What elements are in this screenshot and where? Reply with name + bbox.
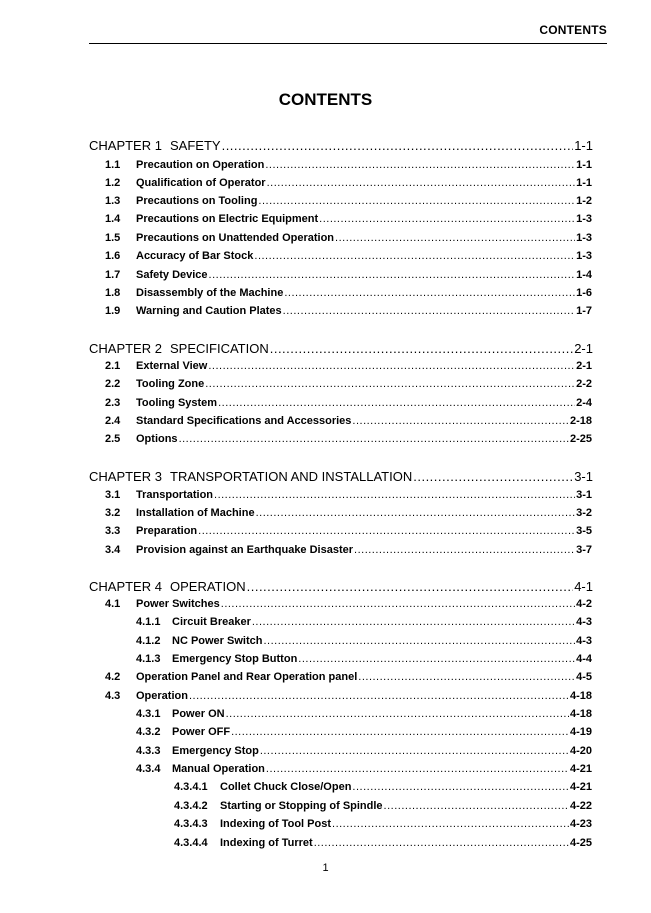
toc-entry-number: 4.3.4 — [136, 763, 161, 775]
toc-dot-leader — [352, 780, 569, 794]
toc-entry — [0, 707, 651, 721]
toc-entry — [0, 231, 651, 245]
toc-entry — [0, 377, 651, 391]
toc-entry-page: 1-1 — [576, 177, 592, 189]
toc-dot-leader — [354, 543, 575, 557]
toc-entry — [0, 725, 651, 739]
toc-dot-leader — [413, 469, 573, 485]
toc-entry — [0, 780, 651, 794]
toc-entry-page: 3-7 — [576, 544, 592, 556]
toc-entry-title: Precautions on Electric Equipment — [136, 213, 319, 225]
toc-entry-title: Qualification of Operator — [136, 177, 266, 189]
toc-entry-title: Safety Device — [136, 269, 208, 281]
toc-entry-number: 2.1 — [105, 360, 121, 372]
toc-dot-leader — [254, 249, 575, 263]
toc-entry — [0, 615, 651, 629]
toc-entry-number: CHAPTER 4 — [89, 579, 162, 594]
toc-entry-number: 4.3.4.1 — [174, 781, 208, 793]
toc-entry — [0, 836, 651, 850]
toc-entry-page: 4-18 — [569, 708, 592, 720]
toc-entry-title: Preparation — [136, 525, 198, 537]
toc-entry-title: Precaution on Operation — [136, 159, 265, 171]
toc-entry-title: Starting or Stopping of Spindle — [220, 800, 383, 812]
toc-entry-number: 1.7 — [105, 269, 121, 281]
toc-entry — [0, 359, 651, 373]
toc-entry-number: 4.3.1 — [136, 708, 161, 720]
toc-entry-title: Indexing of Tool Post — [220, 818, 332, 830]
toc-dot-leader — [198, 524, 575, 538]
toc-dot-leader — [247, 579, 574, 595]
toc-entry — [0, 543, 651, 557]
toc-dot-leader — [319, 212, 575, 226]
page-number: 1 — [322, 862, 329, 874]
toc-entry-title: Power Switches — [136, 598, 220, 610]
toc-dot-leader — [214, 488, 575, 502]
toc-entry — [0, 634, 651, 648]
toc-entry-title: Precautions on Unattended Operation — [136, 232, 335, 244]
toc-entry-title: Accuracy of Bar Stock — [136, 250, 254, 262]
toc-entry-page: 2-4 — [576, 397, 592, 409]
toc-entry-page: 4-21 — [569, 763, 592, 775]
toc-dot-leader — [352, 414, 569, 428]
toc-entry-page: 4-4 — [576, 653, 592, 665]
toc-entry — [0, 488, 651, 502]
toc-entry-title: TRANSPORTATION AND INSTALLATION — [170, 469, 413, 484]
toc-entry-page: 3-5 — [576, 525, 592, 537]
toc-entry-page: 2-2 — [576, 378, 592, 390]
toc-entry-title: NC Power Switch — [172, 635, 263, 647]
page-title: CONTENTS — [278, 90, 373, 109]
toc-entry — [0, 506, 651, 520]
toc-entry — [0, 689, 651, 703]
toc-entry — [0, 744, 651, 758]
toc-entry-page: 4-18 — [569, 690, 592, 702]
toc-entry-number: 4.3 — [105, 690, 121, 702]
toc-dot-leader — [189, 689, 569, 703]
toc-entry-page: 1-6 — [576, 287, 592, 299]
toc-dot-leader — [205, 377, 575, 391]
toc-entry-page: 3-1 — [574, 469, 593, 484]
toc-chapter-entry — [0, 469, 651, 485]
toc-dot-leader — [208, 359, 575, 373]
toc-entry-number: 4.3.4.2 — [174, 800, 208, 812]
toc-entry — [0, 414, 651, 428]
toc-entry-number: 1.2 — [105, 177, 121, 189]
toc-entry-number: 1.9 — [105, 305, 121, 317]
toc-dot-leader — [260, 744, 569, 758]
toc-dot-leader — [266, 762, 569, 776]
toc-dot-leader — [179, 432, 569, 446]
toc-entry-number: 3.4 — [105, 544, 121, 556]
toc-entry-title: Tooling System — [136, 397, 218, 409]
toc-entry — [0, 268, 651, 282]
toc-dot-leader — [267, 176, 576, 190]
toc-entry-title: SAFETY — [170, 138, 221, 153]
toc-entry-number: 1.3 — [105, 195, 121, 207]
toc-entry — [0, 762, 651, 776]
toc-entry-page: 1-1 — [576, 159, 592, 171]
toc-dot-leader — [263, 634, 575, 648]
toc-entry-page: 4-1 — [574, 579, 593, 594]
toc-entry-title: Emergency Stop Button — [172, 653, 298, 665]
toc-entry-number: 1.1 — [105, 159, 121, 171]
toc-entry-page: 4-25 — [569, 837, 592, 849]
toc-dot-leader — [231, 725, 569, 739]
toc-entry-number: CHAPTER 2 — [89, 341, 162, 356]
toc-entry-page: 4-21 — [569, 781, 592, 793]
toc-entry-page: 1-3 — [576, 232, 592, 244]
toc-dot-leader — [284, 286, 575, 300]
toc-dot-leader — [252, 615, 575, 629]
toc-entry-title: External View — [136, 360, 208, 372]
toc-entry-number: 4.1.1 — [136, 616, 161, 628]
toc-entry-title: Warning and Caution Plates — [136, 305, 282, 317]
toc-entry-number: CHAPTER 3 — [89, 469, 162, 484]
toc-dot-leader — [222, 138, 574, 154]
toc-entry-title: Indexing of Turret — [220, 837, 313, 849]
toc-entry-number: 1.8 — [105, 287, 121, 299]
toc-dot-leader — [256, 506, 576, 520]
toc-entry — [0, 249, 651, 263]
toc-entry-page: 4-3 — [576, 616, 592, 628]
toc-dot-leader — [298, 652, 575, 666]
toc-entry-number: 4.3.4.4 — [174, 837, 208, 849]
toc-dot-leader — [384, 799, 569, 813]
toc-entry-title: Provision against an Earthquake Disaster — [136, 544, 354, 556]
toc-entry-title: Installation of Machine — [136, 507, 255, 519]
toc-entry-page: 1-2 — [576, 195, 592, 207]
toc-entry — [0, 524, 651, 538]
toc-entry-number: 4.3.2 — [136, 726, 161, 738]
toc-entry-title: OPERATION — [170, 579, 246, 594]
toc-entry — [0, 670, 651, 684]
toc-entry-number: 1.5 — [105, 232, 121, 244]
toc-entry-page: 1-3 — [576, 213, 592, 225]
toc-entry-number: 3.2 — [105, 507, 121, 519]
toc-entry-number: 4.3.3 — [136, 745, 161, 757]
toc-entry-title: Tooling Zone — [136, 378, 205, 390]
toc-entry — [0, 212, 651, 226]
toc-entry-page: 4-22 — [569, 800, 592, 812]
running-header-title: CONTENTS — [539, 23, 607, 37]
toc-dot-leader — [258, 194, 575, 208]
toc-entry-page: 4-2 — [576, 598, 592, 610]
toc-entry-number: 1.4 — [105, 213, 121, 225]
toc-entry-page: 2-1 — [574, 341, 593, 356]
toc-entry-number: 2.5 — [105, 433, 121, 445]
toc-entry-page: 1-7 — [576, 305, 592, 317]
toc-entry — [0, 396, 651, 410]
toc-entry-title: Manual Operation — [172, 763, 265, 775]
toc-dot-leader — [335, 231, 575, 245]
toc-entry — [0, 304, 651, 318]
toc-entry-title: SPECIFICATION — [170, 341, 269, 356]
toc-entry-title: Collet Chuck Close/Open — [220, 781, 352, 793]
toc-dot-leader — [270, 341, 573, 357]
toc-entry-page: 4-3 — [576, 635, 592, 647]
toc-entry-title: Transportation — [136, 489, 214, 501]
toc-entry-page: 4-5 — [576, 671, 592, 683]
toc-entry-number: 3.1 — [105, 489, 121, 501]
toc-entry-title: Options — [136, 433, 178, 445]
toc-entry-page: 2-1 — [576, 360, 592, 372]
toc-dot-leader — [221, 597, 575, 611]
toc-entry-number: 4.2 — [105, 671, 121, 683]
toc-dot-leader — [283, 304, 575, 318]
toc-entry-title: Emergency Stop — [172, 745, 259, 757]
toc-entry-title: Operation Panel and Rear Operation panel — [136, 671, 358, 683]
toc-entry-title: Operation — [136, 690, 188, 702]
toc-chapter-entry — [0, 341, 651, 357]
toc-entry-number: 2.3 — [105, 397, 121, 409]
toc-entry-page: 4-20 — [569, 745, 592, 757]
toc-entry-number: 1.6 — [105, 250, 121, 262]
toc-entry — [0, 194, 651, 208]
toc-entry-page: 2-18 — [569, 415, 592, 427]
toc-entry-page: 4-19 — [569, 726, 592, 738]
toc-entry — [0, 176, 651, 190]
toc-entry-page: 1-1 — [574, 138, 593, 153]
toc-entry-page: 1-3 — [576, 250, 592, 262]
toc-entry-page: 3-2 — [576, 507, 592, 519]
toc-chapter-entry — [0, 138, 651, 154]
toc-dot-leader — [332, 817, 569, 831]
toc-entry-number: 4.1.2 — [136, 635, 161, 647]
toc-entry-number: 4.1 — [105, 598, 121, 610]
toc-entry-page: 1-4 — [576, 269, 592, 281]
toc-entry-number: CHAPTER 1 — [89, 138, 162, 153]
toc-dot-leader — [265, 158, 575, 172]
toc-entry-title: Disassembly of the Machine — [136, 287, 284, 299]
toc-entry — [0, 817, 651, 831]
running-header — [89, 23, 607, 44]
toc-entry — [0, 158, 651, 172]
toc-entry-page: 2-25 — [569, 433, 592, 445]
toc-entry-title: Power OFF — [172, 726, 231, 738]
toc-entry — [0, 286, 651, 300]
toc-entry — [0, 432, 651, 446]
toc-entry-page: 4-23 — [569, 818, 592, 830]
toc-dot-leader — [209, 268, 576, 282]
toc-entry-title: Standard Specifications and Accessories — [136, 415, 352, 427]
toc-entry-title: Power ON — [172, 708, 225, 720]
toc-dot-leader — [218, 396, 575, 410]
toc-entry-number: 4.3.4.3 — [174, 818, 208, 830]
toc-dot-leader — [314, 836, 569, 850]
toc-entry-number: 2.4 — [105, 415, 121, 427]
toc-entry-page: 3-1 — [576, 489, 592, 501]
toc-entry-title: Circuit Breaker — [172, 616, 251, 628]
toc-entry-number: 4.1.3 — [136, 653, 161, 665]
toc-entry-number: 3.3 — [105, 525, 121, 537]
toc-dot-leader — [226, 707, 569, 721]
toc-entry — [0, 799, 651, 813]
toc-dot-leader — [358, 670, 575, 684]
toc-entry-number: 2.2 — [105, 378, 121, 390]
toc-entry-title: Precautions on Tooling — [136, 195, 258, 207]
toc-entry — [0, 652, 651, 666]
toc-chapter-entry — [0, 579, 651, 595]
toc-entry — [0, 597, 651, 611]
